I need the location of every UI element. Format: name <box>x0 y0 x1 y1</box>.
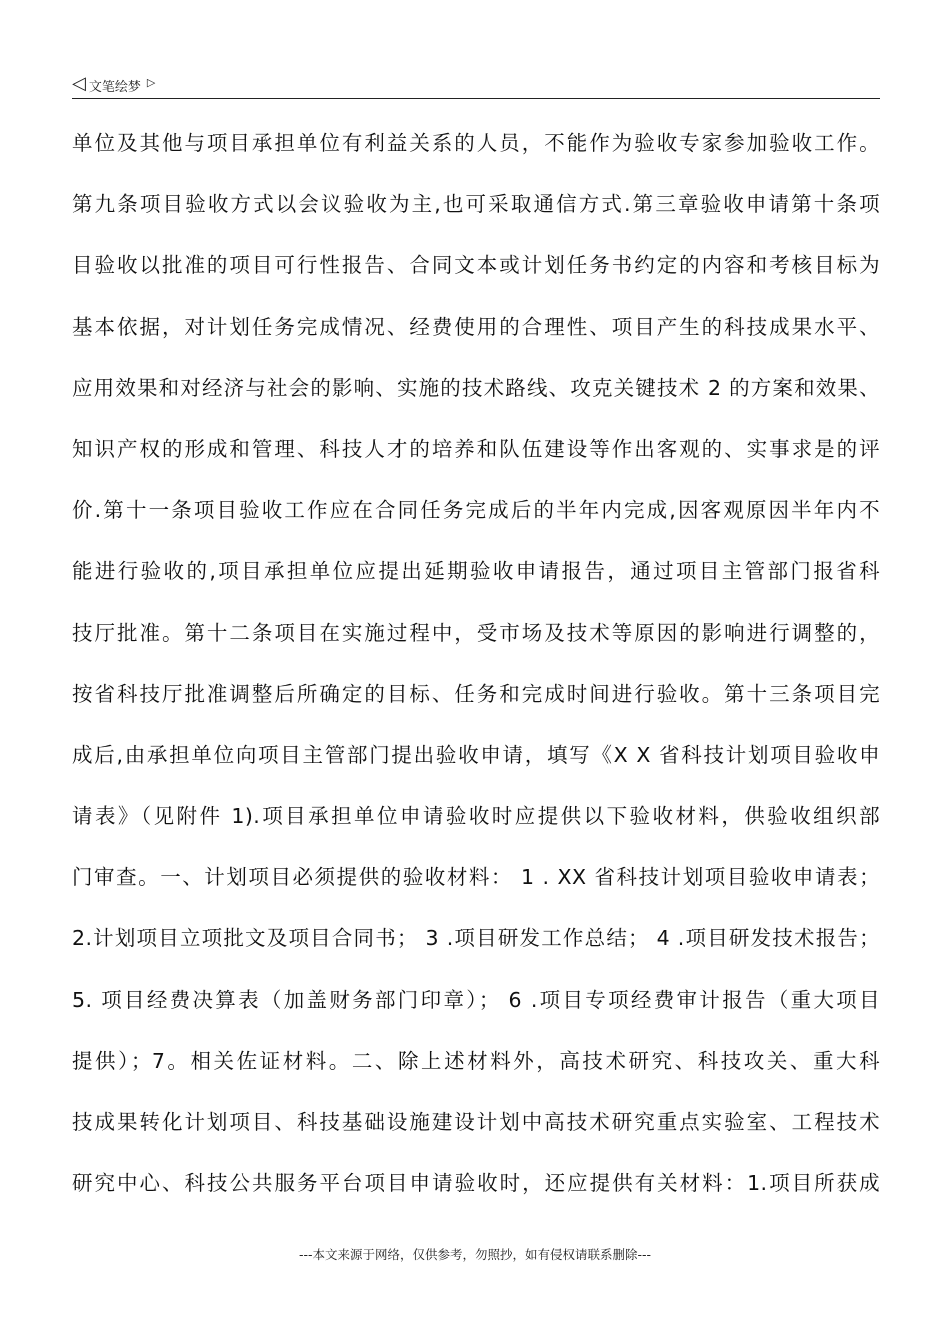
text-line: 应用效果和对经济与社会的影响、实施的技术路线、攻克关键技术 2 的方案和效果、 <box>72 375 880 400</box>
text-line: 单位及其他与项目承担单位有利益关系的人员，不能作为验收专家参加验收工作。 <box>72 131 880 155</box>
text-line: 第九条项目验收方式以会议验收为主,也可采取通信方式.第三章验收申请第十条项 <box>72 192 880 217</box>
document-body <box>72 118 880 1219</box>
text-line: 技厅批准。第十二条项目在实施过程中，受市场及技术等原因的影响进行调整的， <box>72 620 880 645</box>
text-line: 目验收以批准的项目可行性报告、合同文本或计划任务书约定的内容和考核目标为 <box>72 253 880 278</box>
text-line: 成后,由承担单位向项目主管部门提出验收申请，填写《X X 省科技计划项目验收申 <box>72 742 880 767</box>
header-title: 文笔绘梦 <box>88 79 141 95</box>
text-line: 5. 项目经费决算表（加盖财务部门印章）； 6 .项目专项经费审计报告（重大项目 <box>72 987 880 1012</box>
text-line: 门审查。一、计划项目必须提供的验收材料： 1 . XX 省科技计划项目验收申请表； <box>72 865 880 890</box>
page-footer: ---本文来源于网络，仅供参考，勿照抄，如有侵权请联系删除--- <box>298 1247 652 1262</box>
left-triangle-icon: ◁ <box>72 73 86 94</box>
text-line: 能进行验收的,项目承担单位应提出延期验收申请报告，通过项目主管部门报省科 <box>72 559 880 584</box>
text-line: 按省科技厅批准调整后所确定的目标、任务和完成时间进行验收。第十三条项目完 <box>72 681 880 706</box>
header-divider <box>72 98 880 99</box>
text-line: 价.第十一条项目验收工作应在合同任务完成后的半年内完成,因客观原因半年内不 <box>72 498 880 523</box>
right-triangle-icon: ▷ <box>146 75 156 89</box>
page-header <box>72 72 155 98</box>
text-line: 技成果转化计划项目、科技基础设施建设计划中高技术研究重点实验室、工程技术 <box>72 1110 880 1134</box>
text-line: 基本依据，对计划任务完成情况、经费使用的合理性、项目产生的科技成果水平、 <box>72 314 880 339</box>
text-line: 2.计划项目立项批文及项目合同书； 3 .项目研发工作总结； 4 .项目研发技术报告； <box>72 926 880 951</box>
text-line: 提供）；7。相关佐证材料。二、除上述材料外，高技术研究、科技攻关、重大科 <box>72 1048 880 1073</box>
text-line: 研究中心、科技公共服务平台项目申请验收时，还应提供有关材料：1.项目所获成 <box>72 1171 880 1196</box>
text-line: 请表》（见附件 1).项目承担单位申请验收时应提供以下验收材料，供验收组织部 <box>72 804 880 829</box>
text-line: 知识产权的形成和管理、科技人才的培养和队伍建设等作出客观的、实事求是的评 <box>72 436 880 461</box>
